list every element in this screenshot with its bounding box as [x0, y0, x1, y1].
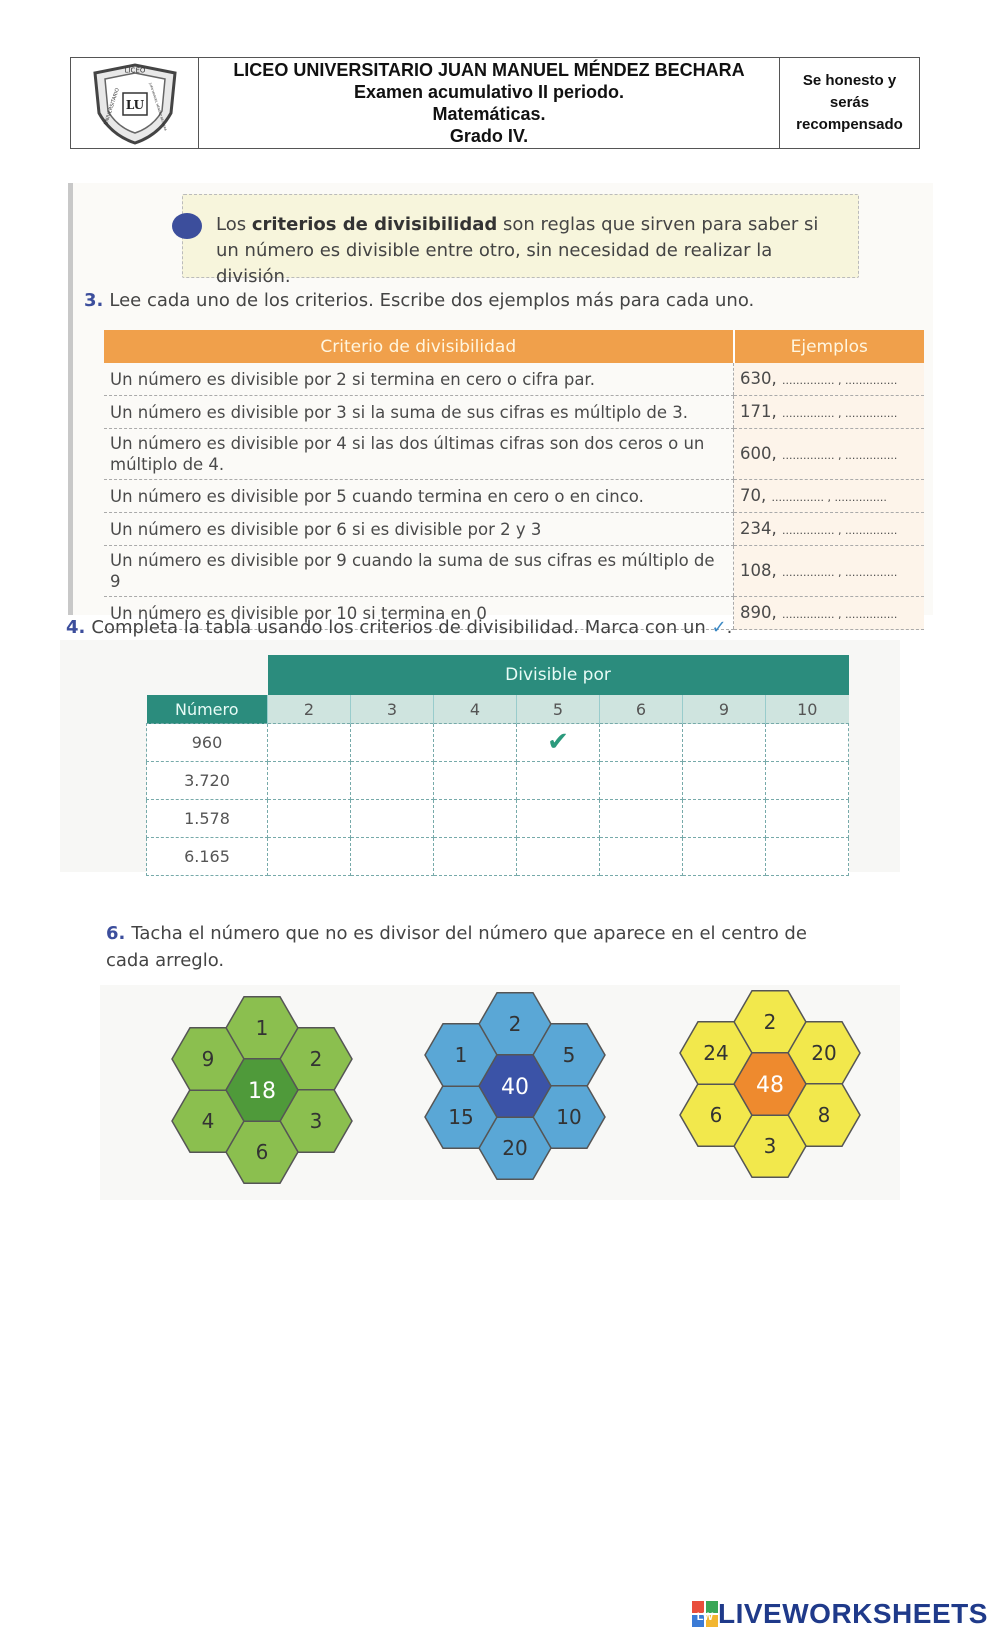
answer-cell[interactable]	[351, 762, 434, 800]
example-blank[interactable]: ............... , ...............	[782, 406, 898, 420]
criteria-example[interactable]	[734, 429, 925, 480]
example-value: 630,	[740, 368, 777, 388]
school-name: LICEO UNIVERSITARIO JUAN MANUEL MÉNDEZ BECHARA	[233, 60, 745, 80]
answer-cell[interactable]	[434, 762, 517, 800]
answer-cell[interactable]	[683, 800, 766, 838]
outer-number[interactable]: 5	[562, 1043, 576, 1067]
question-3-number: 3.	[84, 290, 104, 311]
criteria-row	[104, 513, 924, 546]
criteria-table	[104, 330, 924, 630]
hexagon-arrangements	[0, 980, 1000, 1210]
grade-name: Grado IV.	[449, 126, 529, 146]
example-value: 171,	[740, 401, 777, 421]
question-4-number: 4.	[66, 617, 86, 638]
answer-cell[interactable]	[600, 724, 683, 762]
answer-cell[interactable]	[434, 724, 517, 762]
criteria-example[interactable]	[734, 546, 925, 597]
divisibility-table	[146, 655, 849, 876]
center-number: 48	[756, 1073, 784, 1098]
outer-number[interactable]: 24	[703, 1041, 729, 1065]
answer-cell[interactable]	[268, 838, 351, 876]
divisor-header: 9	[683, 695, 766, 724]
answer-cell[interactable]	[683, 762, 766, 800]
number-cell: 3.720	[147, 762, 268, 800]
liveworksheets-logo	[692, 1598, 988, 1630]
answer-cell[interactable]	[351, 724, 434, 762]
criteria-example[interactable]	[734, 396, 925, 429]
table-corner	[147, 655, 268, 695]
outer-number[interactable]: 8	[817, 1103, 831, 1127]
question-4-title: 4. Completa la tabla usando los criterios de divisibilidad. Marca con un ✓.	[66, 617, 733, 638]
logo-text-top: LICEO	[124, 66, 145, 75]
subject-name: Matemáticas.	[432, 104, 546, 124]
info-bold: criterios de divisibilidad	[251, 214, 498, 235]
outer-number[interactable]: 1	[454, 1043, 468, 1067]
answer-cell[interactable]	[517, 838, 600, 876]
info-text	[216, 212, 846, 290]
question-4-text: Completa la tabla usando los criterios de divisibilidad. Marca con un	[91, 617, 706, 638]
criteria-header: Criterio de divisibilidad	[104, 330, 734, 363]
divisor-header: 2	[268, 695, 351, 724]
number-row	[147, 838, 849, 876]
answer-cell[interactable]	[351, 800, 434, 838]
hexagon-arrangement	[680, 991, 860, 1177]
criteria-rule: Un número es divisible por 2 si termina en cero o cifra par.	[104, 363, 734, 396]
criteria-example[interactable]	[734, 363, 925, 396]
outer-number[interactable]: 2	[508, 1012, 522, 1036]
criteria-rule: Un número es divisible por 9 cuando la suma de sus cifras es múltiplo de 9	[104, 546, 734, 597]
divisor-header: 10	[766, 695, 849, 724]
logo-monogram: LU	[125, 98, 144, 112]
criteria-rule: Un número es divisible por 3 si la suma de sus cifras es múltiplo de 3.	[104, 396, 734, 429]
header-title-block	[199, 58, 779, 148]
criteria-row	[104, 429, 924, 480]
outer-number[interactable]: 9	[201, 1047, 215, 1071]
hexagon-arrangement	[425, 993, 605, 1179]
hexagon-arrangement	[172, 997, 352, 1183]
outer-number[interactable]: 10	[556, 1105, 582, 1129]
question-6-text: Tacha el número que no es divisor del número que aparece en el centro de cada arreglo.	[106, 923, 807, 971]
liveworksheets-icon	[692, 1601, 718, 1627]
answer-cell[interactable]	[600, 800, 683, 838]
number-header: Número	[147, 695, 268, 724]
logo-text-left: UNIVERSITARIO	[102, 87, 121, 126]
number-cell: 960	[147, 724, 268, 762]
answer-cell[interactable]	[434, 800, 517, 838]
number-row	[147, 800, 849, 838]
question-3-title	[84, 290, 754, 311]
outer-number[interactable]: 3	[763, 1134, 777, 1158]
outer-number[interactable]: 4	[201, 1109, 215, 1133]
answer-cell[interactable]	[268, 724, 351, 762]
number-row	[147, 724, 849, 762]
question-6-number: 6.	[106, 923, 126, 944]
outer-number[interactable]: 20	[502, 1136, 528, 1160]
outer-number[interactable]: 6	[255, 1140, 269, 1164]
answer-cell[interactable]	[517, 724, 600, 762]
answer-cell[interactable]	[600, 838, 683, 876]
example-blank[interactable]: ............... , ...............	[782, 448, 898, 462]
example-value: 600,	[740, 443, 777, 463]
example-value: 70,	[740, 485, 767, 505]
checkmark-icon: ✔	[547, 726, 569, 757]
answer-cell[interactable]	[517, 762, 600, 800]
center-number: 18	[248, 1079, 276, 1104]
answer-cell[interactable]	[268, 800, 351, 838]
bullet-icon	[172, 213, 202, 239]
outer-number[interactable]: 15	[448, 1105, 474, 1129]
criteria-example[interactable]	[734, 480, 925, 513]
school-shield-icon	[89, 61, 181, 145]
outer-number[interactable]: 1	[255, 1016, 269, 1040]
criteria-row	[104, 363, 924, 396]
example-blank[interactable]: ............... , ...............	[782, 607, 898, 621]
question-3-text: Lee cada uno de los criterios. Escribe dos ejemplos más para cada uno.	[109, 290, 755, 311]
outer-number[interactable]: 6	[709, 1103, 723, 1127]
outer-number[interactable]: 2	[763, 1010, 777, 1034]
criteria-row	[104, 480, 924, 513]
examples-header: Ejemplos	[734, 330, 925, 363]
school-logo	[71, 58, 199, 148]
logo-text-right: JUAN MANUEL MÉNDEZ BECHARA	[147, 82, 168, 132]
answer-cell[interactable]	[434, 838, 517, 876]
example-blank[interactable]: ............... , ...............	[771, 490, 887, 504]
exam-header	[70, 57, 920, 149]
criteria-row	[104, 396, 924, 429]
number-row	[147, 762, 849, 800]
number-cell: 1.578	[147, 800, 268, 838]
answer-cell[interactable]	[351, 838, 434, 876]
example-value: 234,	[740, 518, 777, 538]
answer-cell[interactable]	[766, 762, 849, 800]
divisor-header: 5	[517, 695, 600, 724]
criteria-rule: Un número es divisible por 6 si es divisible por 2 y 3	[104, 513, 734, 546]
motto: Se honesto y serás recompensado	[779, 58, 919, 148]
answer-cell[interactable]	[766, 724, 849, 762]
outer-number[interactable]: 20	[811, 1041, 837, 1065]
criteria-row	[104, 546, 924, 597]
answer-cell[interactable]	[766, 838, 849, 876]
answer-cell[interactable]	[766, 800, 849, 838]
answer-cell[interactable]	[268, 762, 351, 800]
example-value: 108,	[740, 560, 777, 580]
criteria-header-row	[104, 330, 924, 363]
answer-cell[interactable]	[517, 800, 600, 838]
criteria-rule: Un número es divisible por 4 si las dos últimas cifras son dos ceros o un múltiplo de 4.	[104, 429, 734, 480]
divisible-header: Divisible por	[268, 655, 849, 695]
footer-mark: LW	[696, 1611, 714, 1623]
criteria-rule: Un número es divisible por 5 cuando termina en cero o en cinco.	[104, 480, 734, 513]
example-blank[interactable]: ............... , ...............	[782, 373, 898, 387]
criteria-example[interactable]	[734, 597, 925, 630]
divisor-header: 4	[434, 695, 517, 724]
criteria-example[interactable]	[734, 513, 925, 546]
outer-number[interactable]: 2	[309, 1047, 323, 1071]
example-blank[interactable]: ............... , ...............	[782, 565, 898, 579]
example-blank[interactable]: ............... , ...............	[782, 523, 898, 537]
answer-cell[interactable]	[600, 762, 683, 800]
exam-name: Examen acumulativo II periodo.	[353, 82, 625, 102]
footer-brand: LIVEWORKSHEETS	[718, 1598, 988, 1629]
center-number: 40	[501, 1075, 529, 1100]
criteria-rule: Un número es divisible por 10 si termina en 0	[104, 597, 734, 630]
number-cell: 6.165	[147, 838, 268, 876]
example-value: 890,	[740, 602, 777, 622]
check-mark-icon: ✓	[711, 617, 727, 638]
info-prefix: Los	[216, 214, 252, 235]
answer-cell[interactable]	[683, 724, 766, 762]
question-6-title	[106, 920, 836, 974]
info-rest: son reglas que sirven para saber si un número es divisible entre otro, sin necesidad de realizar la división.	[216, 214, 819, 287]
outer-number[interactable]: 3	[309, 1109, 323, 1133]
divisor-header: 6	[600, 695, 683, 724]
answer-cell[interactable]	[683, 838, 766, 876]
divisor-header: 3	[351, 695, 434, 724]
